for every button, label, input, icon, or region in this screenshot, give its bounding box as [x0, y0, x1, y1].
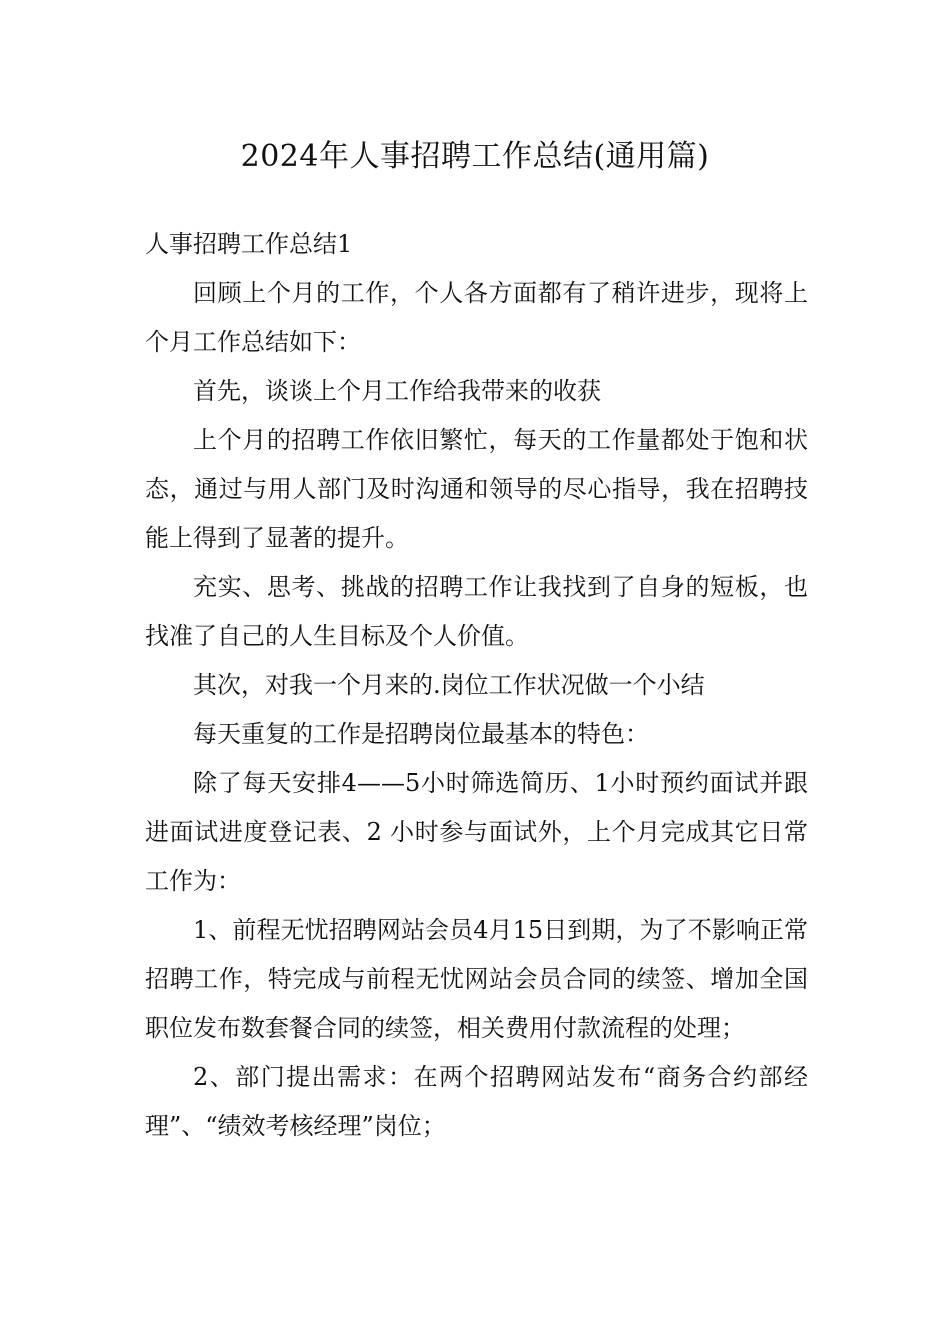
paragraph: 回顾上个月的工作，个人各方面都有了稍许进步，现将上个月工作总结如下： — [145, 279, 808, 356]
paragraph: 其次，对我一个月来的.岗位工作状况做一个小结 — [193, 671, 705, 699]
paragraph: 充实、思考、挑战的招聘工作让我找到了自身的短板，也找准了自己的人生目标及个人价值。 — [145, 573, 808, 650]
paragraph: 除了每天安排4——5小时筛选简历、1小时预约面试并跟进面试进度登记表、2 小时参与面试外，上个月完成其它日常工作为： — [145, 769, 808, 895]
document-title: 2024年人事招聘工作总结(通用篇) — [240, 139, 710, 174]
paragraph: 上个月的招聘工作依旧繁忙，每天的工作量都处于饱和状态，通过与用人部门及时沟通和领导的尽心指导，我在招聘技能上得到了显著的提升。 — [145, 426, 808, 552]
document-body — [145, 220, 808, 1151]
paragraph: 2、部门提出需求：在两个招聘网站发布“商务合约部经理”、“绩效考核经理”岗位； — [145, 1063, 808, 1140]
section-heading: 人事招聘工作总结1 — [145, 230, 353, 258]
paragraph: 1、前程无忧招聘网站会员4月15日到期，为了不影响正常招聘工作，特完成与前程无忧网站会员合同的续签、增加全国职位发布数套餐合同的续签，相关费用付款流程的处理； — [145, 916, 808, 1042]
paragraph: 每天重复的工作是招聘岗位最基本的特色： — [193, 720, 649, 748]
paragraph: 首先，谈谈上个月工作给我带来的收获 — [193, 377, 601, 405]
